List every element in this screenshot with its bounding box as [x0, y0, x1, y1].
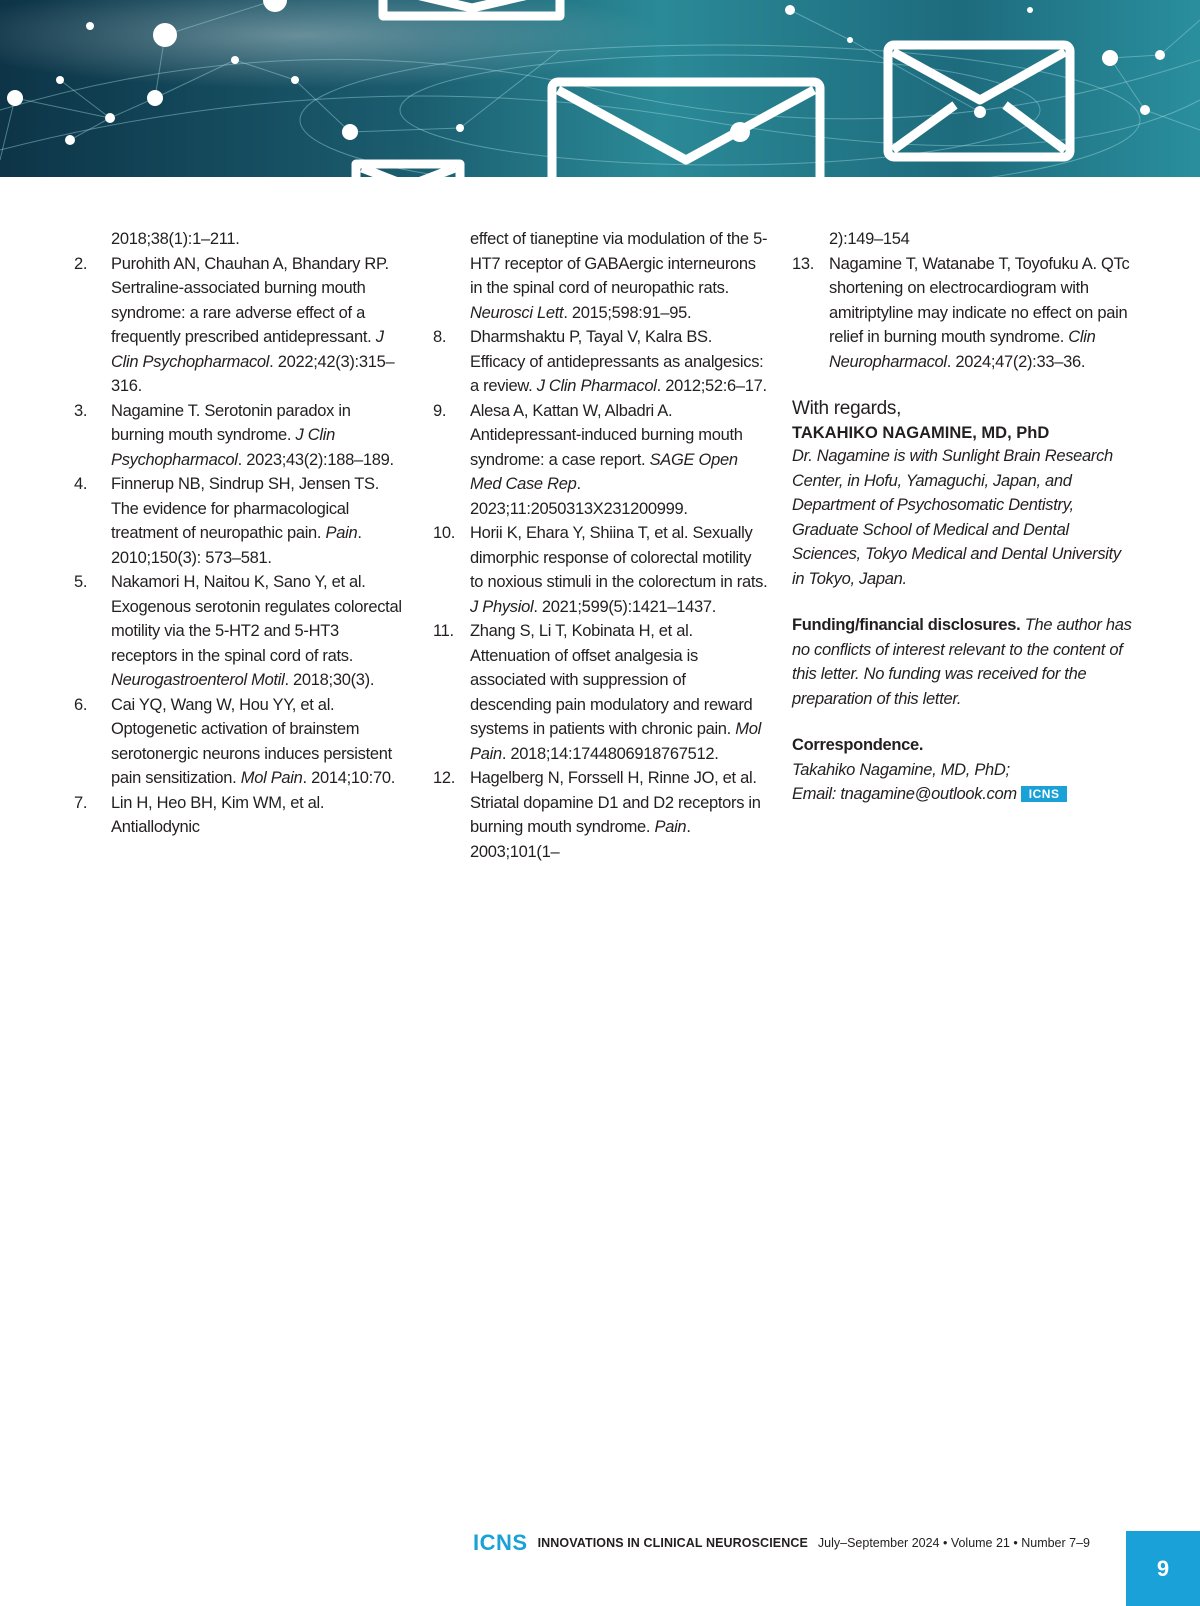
correspondence-name: Takahiko Nagamine, MD, PhD; [792, 760, 1010, 779]
funding-disclosure [792, 613, 1132, 711]
reference-item [74, 570, 404, 693]
reference-item [74, 252, 404, 399]
reference-body [111, 570, 404, 693]
reference-list [433, 325, 768, 864]
references-column-3 [792, 227, 1132, 807]
reference-text: . 2010;150(3): 573–581. [111, 524, 362, 567]
reference-item [792, 252, 1132, 375]
reference-number: 11. [433, 622, 454, 640]
reference-body [470, 521, 768, 619]
reference-list [792, 252, 1132, 375]
reference-text: Nakamori H, Naitou K, Sano Y, et al. Exogenous serotonin regulates colorectal motility via the 5-HT2 and 5-HT3 receptors in the spinal cord of rats. [111, 573, 402, 665]
reference-item [74, 791, 404, 840]
reference-text: Alesa A, Kattan W, Albadri A. Antidepressant-induced burning mouth syndrome: a case report. [470, 401, 743, 469]
footer-issue-info: July–September 2024 • Volume 21 • Number 7–9 [817, 1536, 1090, 1550]
journal-name: Pain [325, 524, 358, 542]
reference-body [111, 693, 404, 791]
signoff-regards: With regards, [792, 398, 902, 419]
reference-number: 5. [74, 573, 88, 591]
journal-name: Mol Pain [470, 720, 761, 763]
journal-name: J Clin Psychopharmacol [111, 328, 384, 371]
author-name: TAKAHIKO NAGAMINE, MD, PhD [792, 424, 1050, 442]
journal-name: Pain [654, 818, 687, 836]
reference-number: 4. [74, 475, 88, 493]
funding-heading: Funding/financial disclosures. [792, 616, 1021, 634]
reference-list [74, 252, 404, 840]
reference-text: . 2003;101(1– [470, 818, 691, 861]
page-number: 9 [1156, 1555, 1170, 1581]
reference-continuation [433, 227, 768, 325]
footer-journal-title: INNOVATIONS IN CLINICAL NEUROSCIENCE [537, 1536, 808, 1550]
reference-item [74, 693, 404, 791]
reference-text: Horii K, Ehara Y, Shiina T, et al. Sexually dimorphic response of colorectal motility to noxious stimuli in the colorectum in rats. [470, 524, 768, 591]
journal-name: J Clin Pharmacol [536, 377, 657, 395]
reference-text: . 2023;11:2050313X231200999. [470, 475, 688, 518]
reference-number: 7. [74, 793, 88, 812]
reference-number: 6. [74, 695, 88, 714]
reference-text: Nagamine T, Watanabe T, Toyofuku A. QTc shortening on electrocardiogram with amitriptyline may indicate no effect on pain relief in burning mouth syndrome. [829, 254, 1130, 346]
footer-logo: ICNS [473, 1530, 528, 1555]
reference-text: . 2024;47(2):33–36. [946, 352, 1086, 371]
reference-item [74, 472, 404, 570]
reference-text: Nagamine T. Serotonin paradox in burning mouth syndrome. [111, 401, 351, 444]
reference-body [111, 791, 404, 840]
reference-body [829, 252, 1132, 375]
reference-body [470, 619, 768, 766]
reference-text: . 2023;43(2):188–189. [237, 450, 394, 469]
reference-text: effect of tianeptine via modulation of the 5-HT7 receptor of GABAergic interneurons in the spinal cord of neuropathic rats. [470, 230, 768, 297]
reference-text: . 2022;42(3):315–316. [111, 352, 395, 395]
reference-body [470, 399, 768, 522]
reference-body [111, 472, 404, 570]
reference-body [470, 766, 768, 864]
reference-item [433, 521, 768, 619]
reference-number: 12. [433, 769, 456, 787]
journal-name: Neurosci Lett [470, 303, 564, 322]
page-footer [473, 1528, 1090, 1558]
reference-item [433, 325, 768, 399]
reference-number: 10. [433, 524, 456, 542]
page-number-box [1126, 1531, 1200, 1606]
reference-text: . 2012;52:6–17. [656, 377, 767, 395]
journal-name: Clin Neuropharmacol [829, 328, 1096, 371]
reference-text: Finnerup NB, Sindrup SH, Jensen TS. The evidence for pharmacological treatment of neuropathic pain. [111, 475, 380, 542]
reference-continuation: 2):149–154 [829, 230, 910, 248]
references-column-1 [74, 227, 404, 840]
reference-body [111, 399, 404, 473]
reference-text: . 2018;14:1744806918767512. [501, 744, 719, 763]
reference-text: Lin H, Heo BH, Kim WM, et al. Antiallodynic [111, 793, 325, 836]
reference-body [470, 325, 768, 399]
reference-item [433, 766, 768, 864]
journal-name: SAGE Open Med Case Rep [470, 450, 738, 493]
reference-text: Purohith AN, Chauhan A, Bhandary RP. Sertraline-associated burning mouth syndrome: a rare adverse effect of a frequently prescribed antidepressant. [111, 254, 389, 346]
reference-item [74, 399, 404, 473]
reference-body [111, 252, 404, 399]
reference-text: . 2014;10:70. [302, 769, 395, 787]
references-column-2 [433, 227, 768, 864]
reference-text: . 2021;599(5):1421–1437. [533, 597, 717, 616]
reference-text: Zhang S, Li T, Kobinata H, et al. Attenuation of offset analgesia is associated with suppression of descending pain modulatory and reward systems in patients with chronic pain. [470, 622, 753, 738]
reference-number: 8. [433, 328, 447, 346]
reference-item [433, 399, 768, 522]
reference-continuation: 2018;38(1):1–211. [111, 230, 240, 248]
reference-number: 3. [74, 401, 88, 420]
correspondence-heading: Correspondence. [792, 736, 924, 754]
reference-item [433, 619, 768, 766]
author-affiliation: Dr. Nagamine is with Sunlight Brain Research Center, in Hofu, Yamaguchi, Japan, and Department of Psychosomatic Dentistry, Graduate School of Medical and Dental Sciences, Tokyo Medical and Dental University in Tokyo, Japan. [792, 447, 1121, 588]
reference-number: 9. [433, 401, 447, 420]
journal-name: Neurogastroenterol Motil [111, 671, 285, 689]
correspondence [792, 733, 1132, 807]
icns-end-badge: ICNS [1021, 786, 1068, 802]
funding-text: The author has no conflicts of interest relevant to the content of this letter. No funding was received for the preparation of this letter. [792, 616, 1132, 708]
reference-text: . 2018;30(3). [284, 671, 375, 689]
reference-text: Dharmshaktu P, Tayal V, Kalra BS. Efficacy of antidepressants as analgesics: a review. [470, 328, 764, 395]
correspondence-email-line [792, 782, 1132, 807]
reference-number: 13. [792, 254, 815, 273]
reference-text: Hagelberg N, Forssell H, Rinne JO, et al. Striatal dopamine D1 and D2 receptors in burning mouth syndrome. [470, 769, 761, 836]
journal-name: J Physiol [470, 597, 534, 616]
correspondence-email[interactable]: Email: tnagamine@outlook.com [792, 785, 1017, 803]
journal-name: J Clin Psychopharmacol [111, 426, 335, 469]
reference-number: 2. [74, 254, 88, 273]
reference-text: Cai YQ, Wang W, Hou YY, et al. Optogenetic activation of brainstem serotonergic neurons induces persistent pain sensitization. [111, 695, 392, 787]
journal-name: Mol Pain [240, 769, 303, 787]
header-banner-image [0, 0, 1200, 177]
reference-text: . 2015;598:91–95. [563, 303, 692, 322]
